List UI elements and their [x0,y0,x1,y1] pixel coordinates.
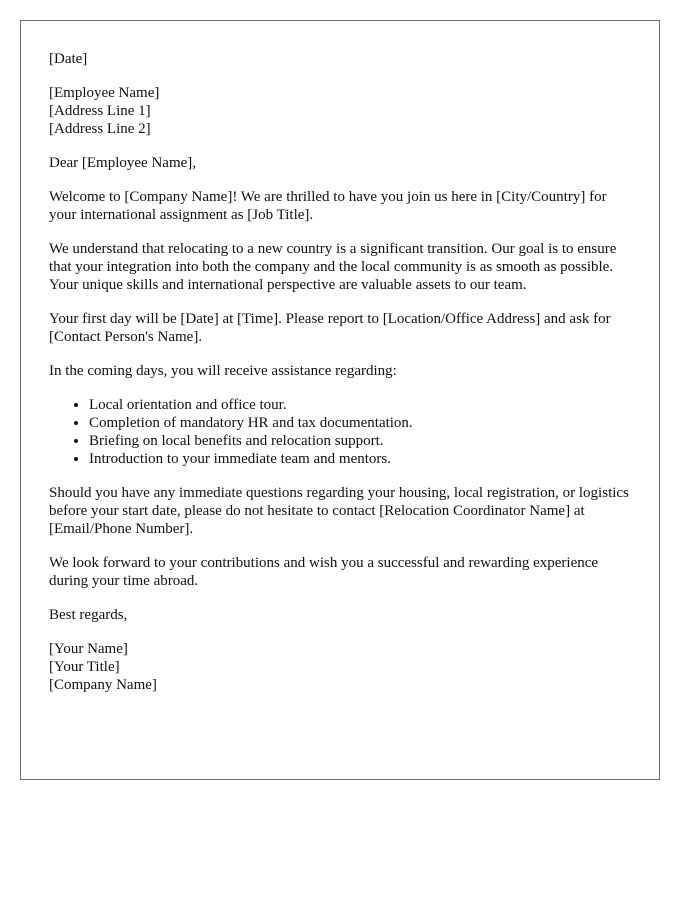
recipient-address-line-1: [Address Line 1] [49,103,151,119]
assistance-list [49,396,631,468]
assistance-intro-paragraph: In the coming days, you will receive assistance regarding: [49,363,397,379]
list-item: • Local orientation and office tour. [89,396,631,414]
recipient-name: [Employee Name] [49,85,160,101]
transition-paragraph: We understand that relocating to a new country is a significant transition. Our goal is to ensure that your integration into both the company and the local community is as smooth as possible. Your unique skills and international perspective are valuable assets to our team. [49,241,617,293]
look-forward-paragraph: We look forward to your contributions and wish you a successful and rewarding experience during your time abroad. [49,555,599,589]
recipient-address-block [49,84,631,138]
first-day-paragraph: Your first day will be [Date] at [Time]. Please report to [Location/Office Address] and ask for [Contact Person's Name]. [49,311,611,345]
letter-page [20,20,660,780]
signature-title: [Your Title] [49,659,120,675]
welcome-paragraph: Welcome to [Company Name]! We are thrilled to have you join us here in [City/Country] for your international assignment as [Job Title]. [49,189,607,223]
list-item: • Introduction to your immediate team and mentors. [89,450,631,468]
list-item: • Briefing on local benefits and relocation support. [89,432,631,450]
questions-paragraph: Should you have any immediate questions regarding your housing, local registration, or logistics before your start date, please do not hesitate to contact [Relocation Coordinator Name] at [Email/Phone Number]. [49,485,629,537]
list-item: • Completion of mandatory HR and tax documentation. [89,414,631,432]
letter-date: [Date] [49,51,88,67]
signature-block [49,640,631,694]
closing: Best regards, [49,607,128,623]
signature-company: [Company Name] [49,677,157,693]
salutation: Dear [Employee Name], [49,155,197,171]
recipient-address-line-2: [Address Line 2] [49,121,151,137]
signature-name: [Your Name] [49,641,128,657]
